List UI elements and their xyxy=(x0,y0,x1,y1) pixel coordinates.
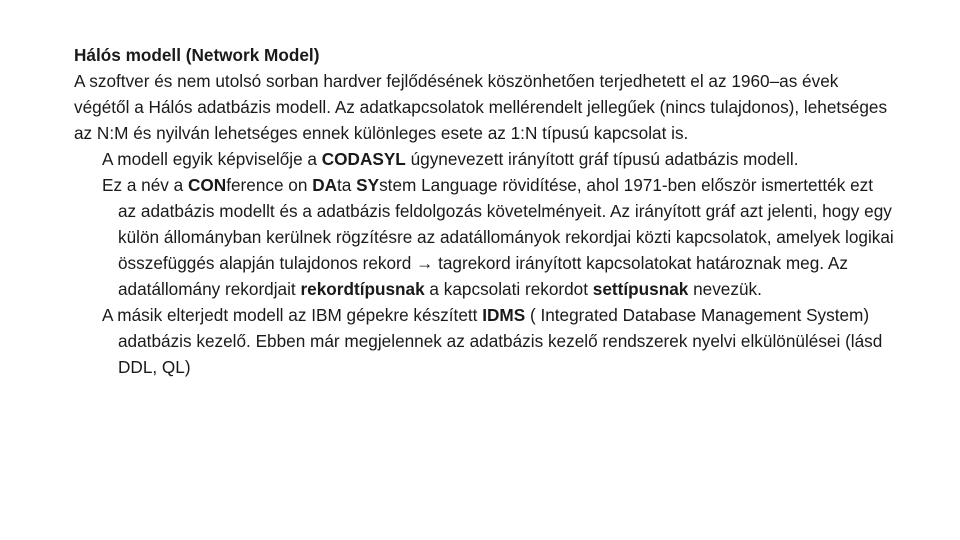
conference-bold-sy: SY xyxy=(356,175,380,195)
conference-text-5: tagrekord irányított kapcsolatokat határoznak meg. Az adatállomány rekordjait xyxy=(118,253,848,299)
term-rekordtipus: rekordtípusnak xyxy=(300,279,425,299)
codasyl-paragraph xyxy=(74,146,894,172)
codasyl-text-before: A modell egyik képviselője a xyxy=(102,149,322,169)
conference-paragraph xyxy=(74,172,894,302)
idms-text-before: A másik elterjedt modell az IBM gépekre készített xyxy=(102,305,483,325)
intro-paragraph: A szoftver és nem utolsó sorban hardver fejlődésének köszönhetően terjedhetett el az 1960–as évek végétől a Hálós adatbázis modell. Az adatkapcsolatok mellérendelt jellegűek (nincs tulajdonos), lehetséges az N:M és nyilván lehetséges ennek különleges esete az 1:N típusú kapcsolat is. xyxy=(74,71,888,143)
idms-text-after: ( Integrated Database Management System) adatbázis kezelő. Ebben már megjelennek az adatbázis kezelő rendszerek nyelvi elkülönülései (lásd DDL, QL) xyxy=(118,305,883,377)
term-settipus: settípusnak xyxy=(592,279,689,299)
conference-text-1: Ez a név a xyxy=(102,175,188,195)
idms-term: IDMS xyxy=(482,305,526,325)
conference-text-7: nevezük. xyxy=(688,279,762,299)
conference-text-6: a kapcsolati rekordot xyxy=(424,279,593,299)
slide-body xyxy=(74,42,894,380)
idms-paragraph xyxy=(74,302,894,380)
codasyl-text-after: úgynevezett irányított gráf típusú adatbázis modell. xyxy=(405,149,799,169)
conference-text-3: ta xyxy=(337,175,357,195)
conference-text-2: ference on xyxy=(226,175,313,195)
conference-bold-con: CON xyxy=(188,175,227,195)
codasyl-term: CODASYL xyxy=(321,149,406,169)
arrow-right-icon: → xyxy=(416,253,434,273)
slide-title: Hálós modell (Network Model) xyxy=(74,45,320,65)
conference-text-4: stem Language rövidítése, ahol 1971-ben először ismertették ezt az adatbázis modellt és a adatbázis feldolgozás követelményeit. Az irányított gráf azt jelenti, hogy egy külön állományban kerülnek rögzítésre az adatállományok rekordjai közti kapcsolatok, amelyek logikai összefüggés alapján tulajdonos rekord xyxy=(118,175,894,273)
conference-bold-da: DA xyxy=(312,175,338,195)
